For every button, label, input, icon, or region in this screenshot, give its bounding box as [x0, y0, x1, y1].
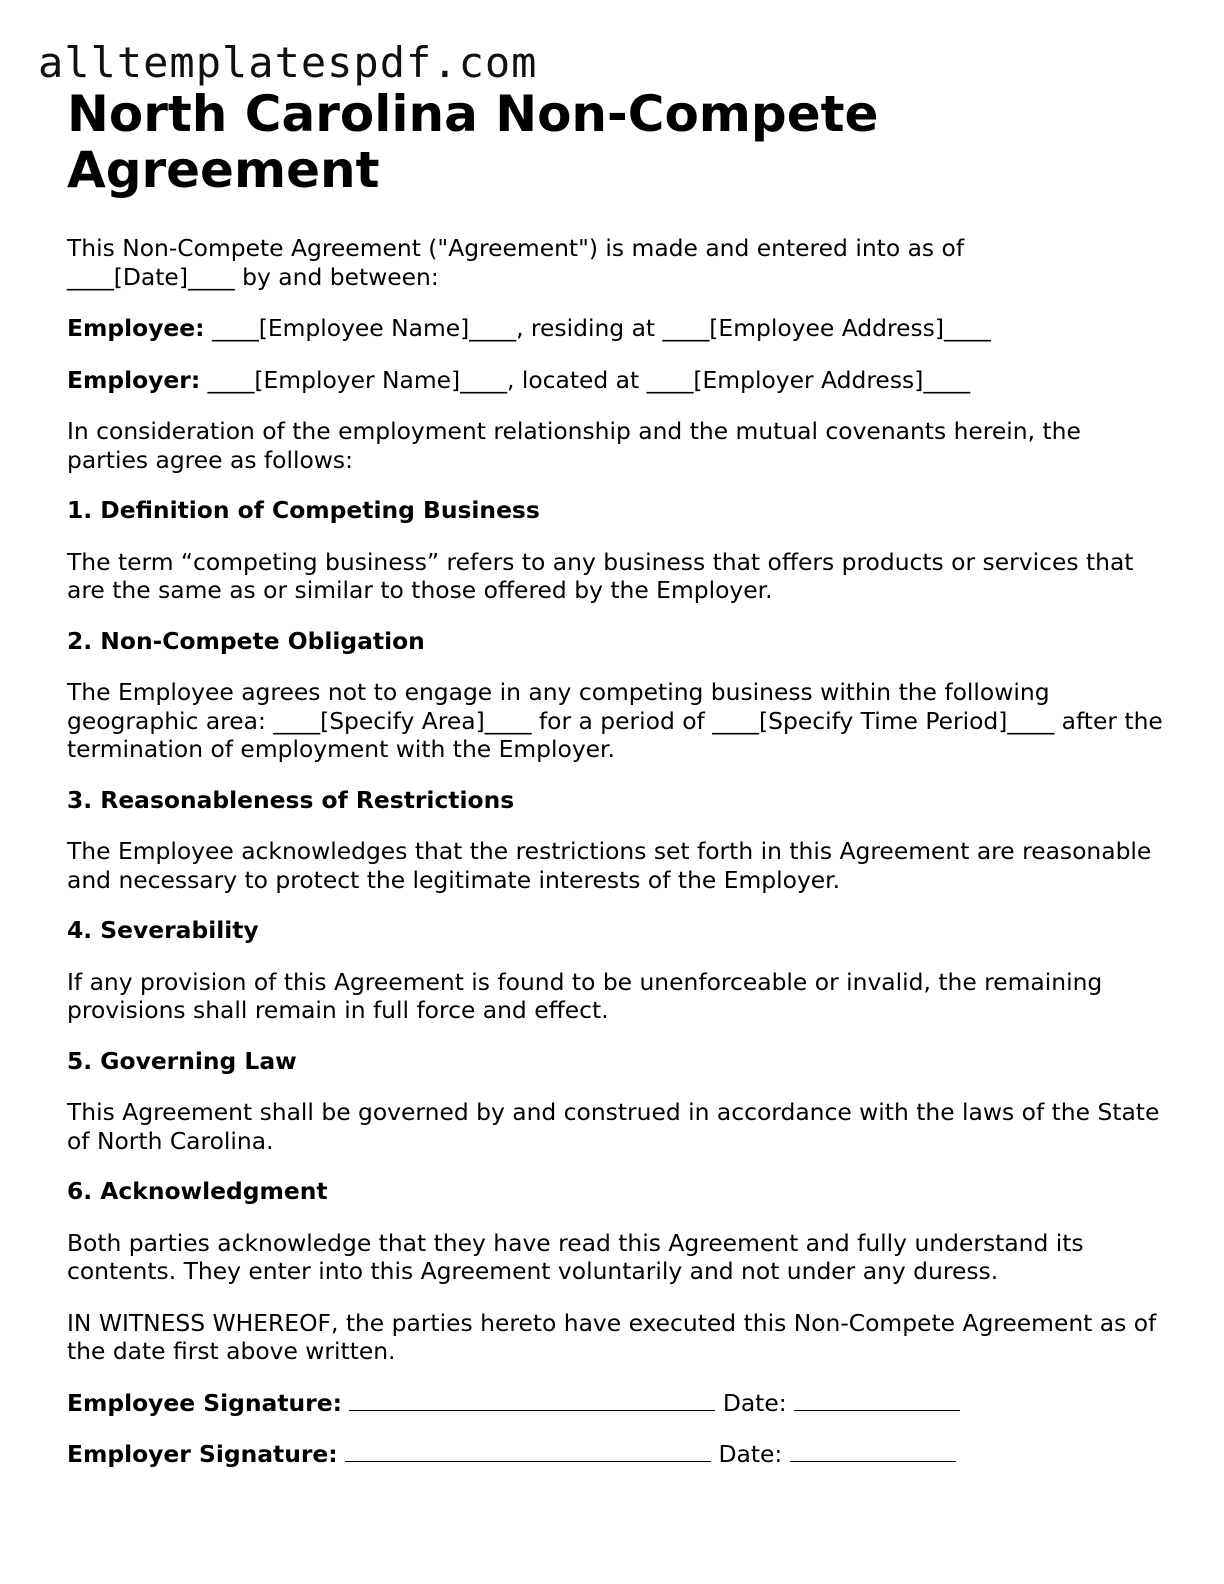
employee-date-label: Date: [722, 1388, 787, 1417]
document-body [67, 86, 1167, 1469]
employee-label: Employee: [67, 314, 205, 342]
employer-date-label: Date: [718, 1440, 783, 1468]
section-heading-3: 3. Reasonableness of Restrictions [67, 785, 515, 814]
section-body-4: If any provision of this Agreement is found to be unenforceable or invalid, the remaining provisions shall remain in full force and effect. [67, 967, 1103, 1024]
section-body-2 [67, 678, 1167, 764]
employer-line [67, 366, 1167, 395]
employee-date-field[interactable] [794, 1390, 960, 1411]
witness-paragraph: IN WITNESS WHEREOF, the parties hereto have executed this Non-Compete Agreement as of the date first above written. [67, 1308, 1157, 1365]
section-2-text-b: for a period of [531, 706, 713, 735]
employee-name-field: ____[Employee Name]____ [204, 314, 517, 342]
consideration-paragraph: In consideration of the employment relationship and the mutual covenants herein, the parties agree as follows: [67, 417, 1081, 474]
section-2-text-a: The Employee agrees not to engage in any competing business within the following geographic area: [67, 678, 1050, 735]
section-heading-2: 2. Non-Compete Obligation [67, 626, 425, 655]
employer-connector: , located at [506, 365, 647, 394]
employer-signature-field[interactable] [345, 1441, 711, 1462]
employee-line [67, 314, 1167, 343]
document-title: North Carolina Non-Compete Agreement [67, 85, 879, 199]
date-field: ____[Date]____ [67, 262, 235, 291]
section-body-6: Both parties acknowledge that they have read this Agreement and fully understand its contents. They enter into this Agreement voluntarily and not under any duress. [67, 1228, 1084, 1285]
employer-date-field[interactable] [790, 1441, 956, 1462]
employee-address-field: ____[Employee Address]____ [662, 314, 991, 342]
employee-signature-line [67, 1389, 1167, 1418]
employer-address-field: ____[Employer Address]____ [646, 365, 971, 394]
employer-signature-line [67, 1440, 1167, 1469]
intro-paragraph [67, 234, 1167, 291]
employee-connector: , residing at [516, 314, 663, 342]
area-field: ____[Specify Area]____ [273, 706, 532, 735]
section-heading-4: 4. Severability [67, 916, 259, 944]
time-period-field: ____[Specify Time Period]____ [712, 706, 1055, 735]
intro-text: This Non-Compete Agreement ("Agreement") is made and entered into as of [67, 234, 965, 262]
section-body-5: This Agreement shall be governed by and construed in accordance with the laws of the State of North Carolina. [67, 1098, 1160, 1155]
employer-signature-label: Employer Signature: [67, 1440, 338, 1468]
intro-text-after: by and between: [234, 262, 439, 291]
section-heading-5: 5. Governing Law [67, 1046, 297, 1075]
section-heading-6: 6. Acknowledgment [67, 1177, 328, 1205]
watermark: alltemplatespdf.com [38, 38, 538, 87]
section-heading-1: 1. Definition of Competing Business [67, 496, 540, 524]
section-body-1: The term “competing business” refers to any business that offers products or services that are the same as or similar to those offered by the Employer. [67, 547, 1134, 604]
employer-name-field: ____[Employer Name]____ [200, 365, 507, 394]
employee-signature-label: Employee Signature: [67, 1388, 342, 1417]
employee-signature-field[interactable] [349, 1390, 715, 1411]
section-2-text-c: after the termination of employment with the Employer. [67, 706, 1163, 763]
section-body-3: The Employee acknowledges that the restrictions set forth in this Agreement are reasonable and necessary to protect the legitimate interests of the Employer. [67, 837, 1152, 894]
employer-label: Employer: [67, 365, 201, 394]
